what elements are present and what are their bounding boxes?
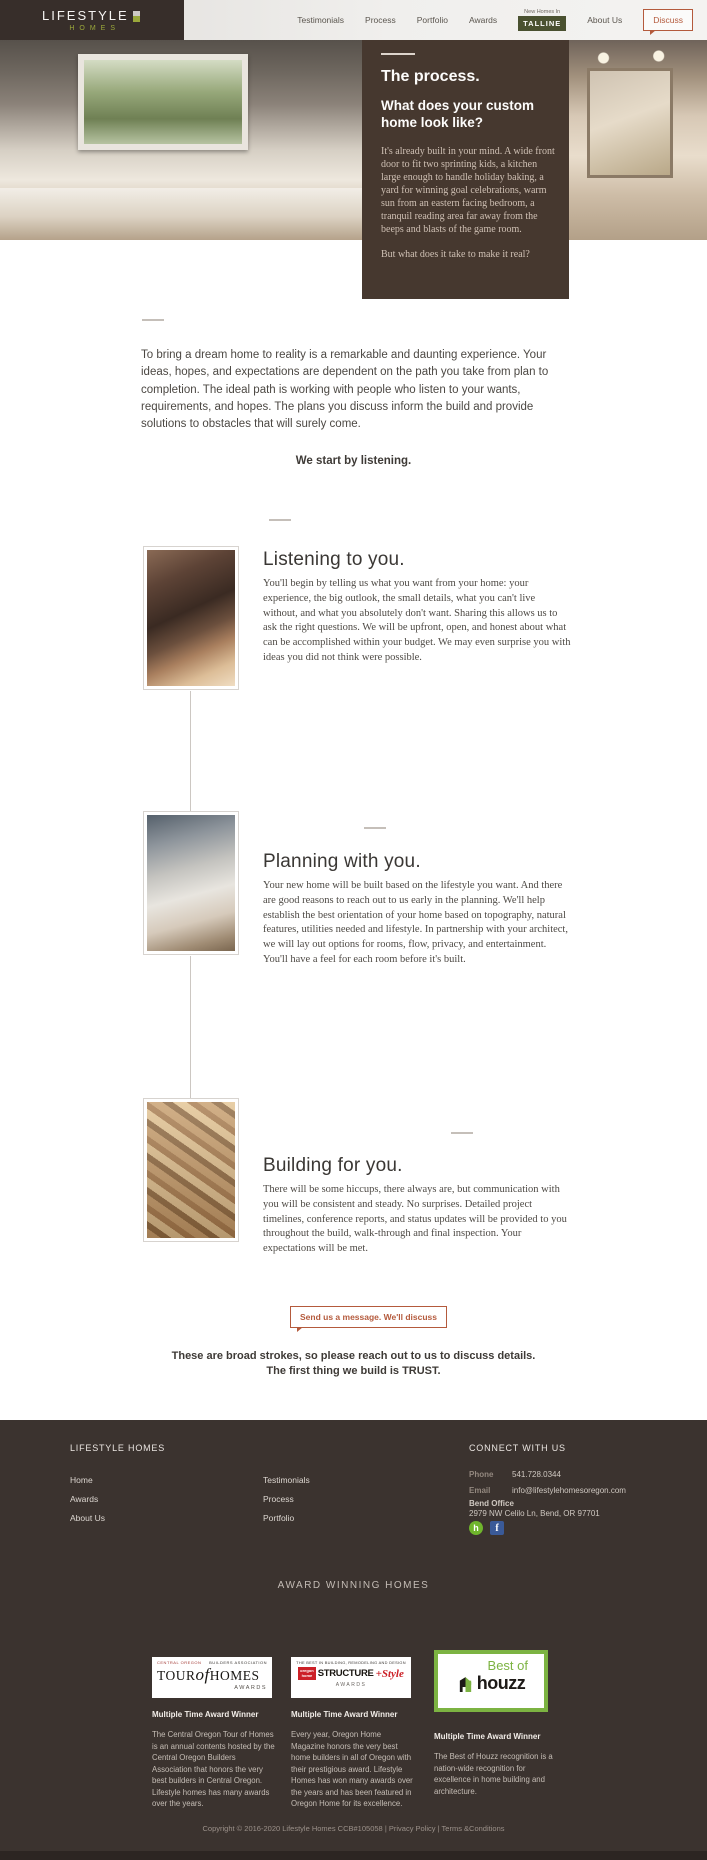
hero-overlay-panel — [362, 40, 569, 299]
builders-association-text: BUILDERS ASSOCIATION — [209, 1660, 267, 1665]
logo-square-icon — [133, 11, 140, 22]
lead-statement: We start by listening. — [295, 455, 412, 467]
step3-title: Building for you. — [263, 1155, 403, 1176]
nav-talline-badge[interactable] — [518, 9, 566, 31]
oregon-home-mark — [298, 1667, 316, 1680]
connect-heading: CONNECT WITH US — [469, 1443, 566, 1453]
facebook-icon[interactable]: f — [490, 1521, 504, 1535]
nav-item-testimonials[interactable]: Testimonials — [297, 15, 345, 25]
step2-title: Planning with you. — [263, 851, 421, 872]
best-of-houzz-badge — [434, 1650, 548, 1712]
hero-banner — [0, 40, 707, 240]
step3-divider-line — [451, 1132, 473, 1134]
footer-link-awards[interactable]: Awards — [70, 1494, 99, 1504]
email-address[interactable]: info@lifestylehomesoregon.com — [512, 1486, 626, 1495]
hero-photo-bathroom — [569, 40, 707, 240]
planning-photo-image — [147, 815, 235, 951]
copyright-text: Copyright © 2016-2020 Lifestyle Homes CCB#105058 — [202, 1824, 383, 1833]
award3-description: The Best of Houzz recognition is a nation-wide recognition for excellence in home building and architecture. — [434, 1752, 553, 1796]
step1-listening-section — [263, 549, 571, 666]
page-title: The process. — [381, 68, 480, 85]
best-of-text: Best of — [487, 1658, 528, 1673]
nav-item-process[interactable]: Process — [365, 15, 396, 25]
timeline-connector-2 — [190, 956, 191, 1098]
home-text: home — [301, 1672, 313, 1678]
terms-conditions-link[interactable]: Terms &Conditions — [441, 1824, 505, 1833]
copyright-bar — [0, 1824, 707, 1833]
building-photo — [143, 1098, 239, 1242]
closing-statement — [0, 1349, 707, 1379]
nav-item-awards[interactable]: Awards — [468, 15, 498, 25]
award3-winner-label: Multiple Time Award Winner — [434, 1732, 541, 1741]
listening-photo — [143, 546, 239, 690]
structure-style-wordmark — [295, 1667, 407, 1680]
footer-link-process[interactable]: Process — [263, 1494, 294, 1504]
hero-divider-line — [381, 53, 415, 55]
step1-body: You'll begin by telling us what you want from your home: your experience, the big outlook, the small details, what you can't live without, and what you absolutely don't want. Sharing this allows us to ask the right questions. We will be upfront, open, and honest about what can be accomplished within your budget. We may even surprise you with ideas you did not think were possible. — [263, 578, 571, 663]
logo-line-lifestyle — [42, 8, 142, 23]
tour-of-homes-wordmark — [157, 1665, 267, 1685]
step2-divider-line — [364, 827, 386, 829]
step3-body: There will be some hiccups, there always are, but communication with you will be consistent and steady. No surprises. Detailed project timelines, conference reports, and status updates will be provided to you throughout the build, walk-through and final inspection. Your expectations will be met. — [263, 1184, 567, 1255]
discuss-button[interactable]: Discuss — [643, 9, 693, 31]
footer-link-portfolio[interactable]: Portfolio — [263, 1513, 295, 1523]
award1-winner-label: Multiple Time Award Winner — [152, 1710, 259, 1719]
awards-text: AWARDS — [335, 1682, 367, 1688]
structure-style-tagline: THE BEST IN BUILDING, REMODELING AND DESIGN — [296, 1660, 406, 1665]
tour-text: TOUR — [157, 1668, 196, 1683]
awards-text: AWARDS — [234, 1685, 267, 1691]
structure-text: STRUCTURE — [317, 1668, 374, 1679]
hero-photo-kitchen — [0, 40, 362, 240]
copyright-separator: | — [384, 1824, 387, 1833]
logo-line-homes: HOMES — [69, 25, 120, 32]
intro-paragraph: To bring a dream home to reality is a remarkable and daunting experience. Your ideas, hopes, and expectations are dependent on the path you take from plan to completion. The ideal path is working with people who listen to your wants, requirements, and hopes. The plans you discuss inform the build and provide solutions to obstacles that will surely come. — [141, 349, 549, 431]
award2-description: Every year, Oregon Home Magazine honors the very best home builders in all of Oregon with their prestigious award. Lifestyle Homes has won many awards over the years and has been featured in Oregon Home for its excellence. — [291, 1730, 413, 1808]
step2-body: Your new home will be built based on the lifestyle you want. And there are good reasons to reach out to us early in the planning. We'll help establish the best orientation of your home based on topography, natural features, utilities needed and lifestyle. In partnership with your architect, we will lay out options for rooms, flow, privacy, and entertainment. You'll have a feel for each room before it's built. — [263, 880, 568, 965]
bathroom-mirror — [587, 68, 673, 178]
footer-link-testimonials[interactable]: Testimonials — [263, 1475, 310, 1485]
lifestyle-homes-logo[interactable] — [0, 0, 184, 40]
kitchen-window — [78, 54, 248, 150]
talline-badge-label: TALLINE — [518, 16, 566, 31]
intro-divider-line — [142, 319, 164, 321]
social-links — [469, 1521, 504, 1535]
timeline-connector-1 — [190, 691, 191, 811]
footer-brand: LIFESTYLE HOMES — [70, 1443, 166, 1453]
privacy-policy-link[interactable]: Privacy Policy — [388, 1824, 436, 1833]
logo-word: LIFESTYLE — [42, 8, 129, 23]
step1-title: Listening to you. — [263, 549, 405, 570]
step1-divider-line — [269, 519, 291, 521]
building-photo-image — [147, 1102, 235, 1238]
step2-planning-section — [263, 851, 571, 968]
hero-question: But what does it take to make it real? — [381, 249, 530, 260]
structure-style-award-badge — [291, 1657, 411, 1698]
send-message-button[interactable]: Send us a message. We'll discuss — [290, 1306, 447, 1328]
award1-description: The Central Oregon Tour of Homes is an annual contents hosted by the Central Oregon Builders Association that honors the very best builders in Central Oregon. Lifestyle homes has many awards over the years. — [152, 1730, 275, 1808]
houzz-wordmark-row — [444, 1673, 538, 1694]
logo-text — [42, 8, 142, 32]
footer-link-home[interactable]: Home — [70, 1475, 93, 1485]
houzz-text: houzz — [476, 1673, 526, 1693]
kitchen-counter — [0, 188, 362, 240]
awards-section-heading: AWARD WINNING HOMES — [277, 1580, 430, 1591]
talline-badge-top-text: New Homes In — [524, 9, 561, 15]
hero-subtitle: What does your custom home look like? — [381, 98, 535, 130]
homes-text: HOMES — [209, 1668, 260, 1683]
planning-photo — [143, 811, 239, 955]
main-nav — [297, 0, 693, 40]
office-address: 2979 NW Celilo Ln, Bend, OR 97701 — [469, 1509, 600, 1518]
central-oregon-text: CENTRAL OREGON — [157, 1660, 202, 1665]
copyright-separator: | — [437, 1824, 440, 1833]
footer-bottom-strip — [0, 1851, 707, 1860]
award2-winner-label: Multiple Time Award Winner — [291, 1710, 398, 1719]
step3-building-section — [263, 1155, 571, 1257]
oregon-text: oregon — [300, 1668, 314, 1673]
tour-of-homes-award-badge — [152, 1657, 272, 1698]
hero-paragraph: It's already built in your mind. A wide front door to fit two sprinting kids, a kitchen large enough to handle holiday baking, a yard for winning goal celebrations, warm sun from an eastern facing bedroom, a tranquil reading area far away from the beeps and blasts of the game room. — [381, 146, 555, 235]
email-label: Email — [469, 1486, 491, 1495]
footer — [0, 1420, 707, 1860]
nav-item-portfolio[interactable]: Portfolio — [416, 15, 448, 25]
footer-link-about-us[interactable]: About Us — [70, 1513, 105, 1523]
of-script-text: of — [195, 1665, 210, 1684]
houzz-logo-icon — [457, 1675, 474, 1692]
houzz-icon[interactable]: h — [469, 1521, 483, 1535]
closing-line-1: These are broad strokes, so please reach out to us to discuss details. — [171, 1350, 536, 1362]
phone-label: Phone — [469, 1470, 494, 1479]
office-label: Bend Office — [469, 1499, 514, 1508]
closing-line-2: The first thing we build is TRUST. — [266, 1365, 441, 1377]
nav-item-about-us[interactable]: About Us — [587, 15, 623, 25]
top-navigation-bar — [0, 0, 707, 40]
phone-number[interactable]: 541.728.0344 — [512, 1470, 561, 1479]
style-script-text: +Style — [375, 1667, 404, 1680]
listening-photo-image — [147, 550, 235, 686]
